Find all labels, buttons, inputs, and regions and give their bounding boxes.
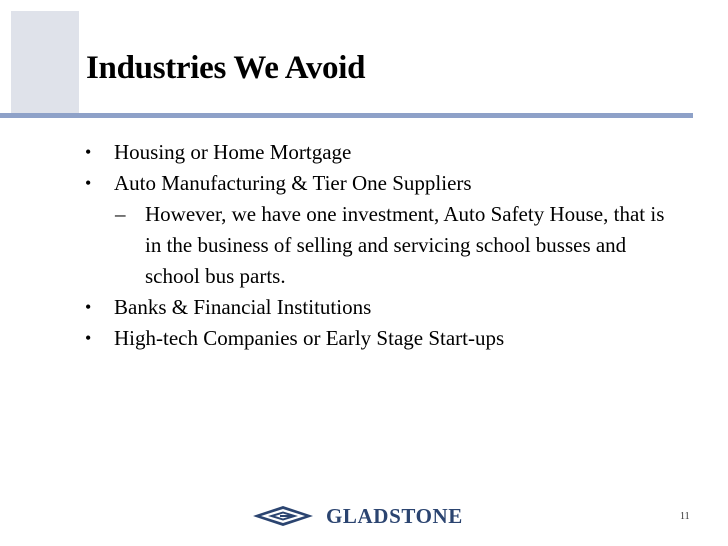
slide-title: Industries We Avoid xyxy=(86,50,366,86)
bullet-marker: • xyxy=(85,173,92,193)
sub-bullet-marker: – xyxy=(115,202,126,226)
bullet-text: Housing or Home Mortgage xyxy=(114,140,352,164)
page-number: 11 xyxy=(680,511,690,522)
bullet-marker: • xyxy=(85,297,92,317)
bullet-list xyxy=(85,137,705,354)
decorative-side-block xyxy=(11,11,79,113)
title-divider xyxy=(0,113,693,118)
bullet-text: Auto Manufacturing & Tier One Suppliers xyxy=(114,171,472,195)
bullet-item xyxy=(85,323,705,354)
bullet-item xyxy=(85,168,705,199)
sub-bullet-text: However, we have one investment, Auto Safety House, that is in the business of selling and servicing school busses and school bus parts. xyxy=(145,202,665,288)
company-logo xyxy=(252,501,463,531)
gladstone-diamond-logo-icon xyxy=(252,505,314,527)
bullet-text: Banks & Financial Institutions xyxy=(114,295,372,319)
bullet-item xyxy=(85,137,705,168)
bullet-text: High-tech Companies or Early Stage Start-ups xyxy=(114,326,505,350)
bullet-marker: • xyxy=(85,142,92,162)
bullet-item xyxy=(85,292,705,323)
bullet-marker: • xyxy=(85,328,92,348)
sub-bullet-item xyxy=(85,199,705,292)
logo-wordmark: GLADSTONE xyxy=(326,503,463,528)
